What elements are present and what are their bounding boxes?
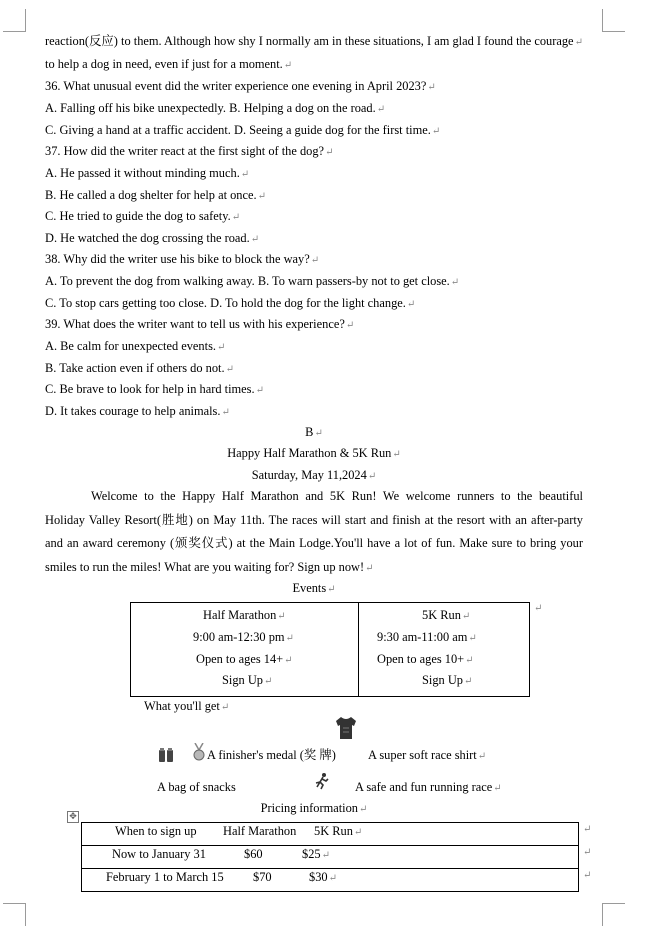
pricing-heading: Pricing information↵ <box>260 801 368 815</box>
pricing-cell-half: $60 <box>244 847 263 861</box>
question-option: A. Falling off his bike unexpectedly. B. Helping a dog on the road.↵ <box>45 101 386 115</box>
medal-icon <box>191 743 207 761</box>
five-k-ages: Open to ages 10+↵ <box>377 652 474 666</box>
five-k-time: 9:30 am-11:00 am↵ <box>377 630 477 644</box>
table-move-handle[interactable]: ✥ <box>67 811 79 823</box>
five-k-sign-up[interactable]: Sign Up↵ <box>422 673 473 687</box>
snacks-label: A bag of snacks <box>157 780 236 794</box>
get-heading: What you'll get↵ <box>144 699 230 713</box>
passage-line: to help a dog in need, even if just for a moment.↵ <box>45 57 293 71</box>
passage-line: reaction(反应) to them. Although how shy I normally am in these situations, I am glad I found the courage↵ <box>45 34 583 48</box>
question-option: D. He watched the dog crossing the road.↵ <box>45 231 260 245</box>
half-marathon-sign-up[interactable]: Sign Up↵ <box>222 673 273 687</box>
corner-mark-top-right <box>602 9 625 32</box>
question-option: C. To stop cars getting too close. D. To hold the dog for the light change.↵ <box>45 296 416 310</box>
pricing-cell-5k: $25↵ <box>302 847 330 861</box>
pricing-cell-period: Now to January 31 <box>112 847 206 861</box>
intro-line-last: smiles to run the miles! What are you waiting for? Sign up now!↵ <box>45 559 374 574</box>
pricing-header-half: Half Marathon <box>223 824 297 838</box>
question-option: B. Take action even if others do not.↵ <box>45 361 234 375</box>
pricing-cell-5k: $30↵ <box>309 870 337 884</box>
question-stem: 39. What does the writer want to tell us with his experience?↵ <box>45 317 355 331</box>
corner-mark-bottom-right <box>602 903 625 926</box>
pricing-header-when: When to sign up <box>115 824 197 838</box>
half-marathon-time: 9:00 am-12:30 pm↵ <box>193 630 294 644</box>
snacks-icon <box>158 747 176 763</box>
pricing-cell-period: February 1 to March 15 <box>106 870 224 884</box>
shirt-icon <box>335 716 357 740</box>
medal-label: A finisher's medal (奖 牌) <box>207 748 336 762</box>
event-date: Saturday, May 11,2024↵ <box>251 468 377 482</box>
section-letter: B↵ <box>305 425 323 439</box>
question-option: A. To prevent the dog from walking away. B. To warn passers-by not to get close.↵ <box>45 274 460 288</box>
half-marathon-name: Half Marathon↵ <box>203 608 286 622</box>
question-option: C. Giving a hand at a traffic accident. D. Seeing a guide dog for the first time.↵ <box>45 123 441 137</box>
question-option: C. He tried to guide the dog to safety.↵ <box>45 209 241 223</box>
pricing-header-5k: 5K Run↵ <box>314 824 363 838</box>
intro-line: Welcome to the Happy Half Marathon and 5K Run! We welcome runners to the beautiful <box>91 489 583 503</box>
question-stem: 37. How did the writer react at the first sight of the dog?↵ <box>45 144 334 158</box>
question-stem: 36. What unusual event did the writer experience one evening in April 2023?↵ <box>45 79 436 93</box>
race-label: A safe and fun running race↵ <box>355 780 502 794</box>
runner-icon <box>313 772 331 790</box>
intro-paragraph <box>45 485 583 580</box>
question-option: B. He called a dog shelter for help at once.↵ <box>45 188 266 202</box>
shirt-label: A super soft race shirt↵ <box>368 748 487 762</box>
question-option: A. Be calm for unexpected events.↵ <box>45 339 226 353</box>
question-option: A. He passed it without minding much.↵ <box>45 166 250 180</box>
pricing-cell-half: $70 <box>253 870 272 884</box>
event-title: Happy Half Marathon & 5K Run↵ <box>227 446 401 460</box>
question-option: D. It takes courage to help animals.↵ <box>45 404 230 418</box>
events-heading: Events↵ <box>292 581 336 595</box>
intro-line: Holiday Valley Resort(胜地) on May 11th. The races will start and finish at the resort with an after-party <box>45 512 583 527</box>
corner-mark-bottom-left <box>3 903 26 926</box>
half-marathon-ages: Open to ages 14+↵ <box>196 652 293 666</box>
five-k-name: 5K Run↵ <box>422 608 471 622</box>
question-stem: 38. Why did the writer use his bike to block the way?↵ <box>45 252 320 266</box>
intro-line: and an award ceremony (颁奖仪式) at the Main Lodge.You'll have a lot of fun. Make sure to bring your <box>45 536 583 550</box>
corner-mark-top-left <box>3 9 26 32</box>
question-option: C. Be brave to look for help in hard times.↵ <box>45 382 264 396</box>
